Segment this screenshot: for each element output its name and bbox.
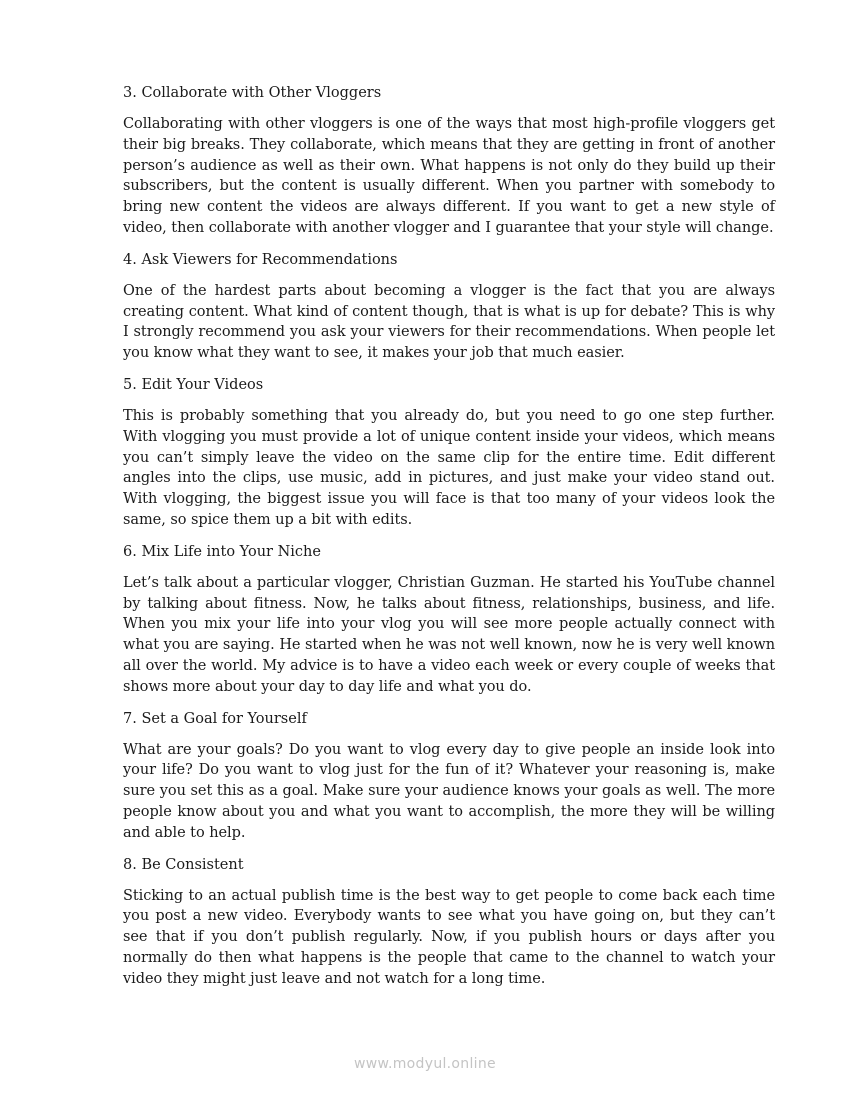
section-heading: 4. Ask Viewers for Recommendations (123, 251, 398, 268)
section-collaborate (123, 83, 775, 239)
section-paragraph: Sticking to an actual publish time is the best way to get people to come back each time you post a new video. Everybody wants to see what you have going on, but they can’t see that if you don’t publish regularly. Now, if you publish hours or days after you normally do then what happens is the people that came to the channel to watch your video they might just leave and not watch for a long time. (123, 887, 775, 987)
section-be-consistent (123, 855, 775, 990)
section-paragraph: Collaborating with other vloggers is one of the ways that most high-profile vloggers get their big breaks. They collaborate, which means that they are getting in front of another person’s audience as well as their own. What happens is not only do they build up their subscribers, but the content is usually different. When you partner with somebody to bring new content the videos are always different. If you want to get a new style of video, then collaborate with another vlogger and I guarantee that your style will change. (123, 116, 775, 236)
section-paragraph: This is probably something that you already do, but you need to go one step further. With vlogging you must provide a lot of unique content inside your videos, which means you can’t simply leave the video on the same clip for the entire time. Edit different angles into the clips, use music, add in pictures, and just make your video stand out. With vlogging, the biggest issue you will face is that too many of your videos look the same, so spice them up a bit with edits. (123, 407, 775, 528)
section-heading: 3. Collaborate with Other Vloggers (123, 85, 382, 101)
section-paragraph: One of the hardest parts about becoming a vlogger is the fact that you are always creating content. What kind of content though, that is what is up for debate? This is why I strongly recommend you ask your viewers for their recommendations. When people let you know what they want to see, it makes your job that much easier. (123, 282, 775, 362)
section-heading: 8. Be Consistent (123, 856, 244, 873)
section-paragraph: Let’s talk about a particular vlogger, Christian Guzman. He started his YouTube channel by talking about fitness. Now, he talks about fitness, relationships, business, and life. When you mix your life into your vlog you will see more people actually connect with what you are saying. He started when he was not well known, now he is very well known all over the world. My advice is to have a video each week or every couple of weeks that shows more about your day to day life and what you do. (123, 574, 775, 695)
section-edit-videos (123, 375, 775, 531)
document-page (123, 83, 775, 1001)
section-paragraph: What are your goals? Do you want to vlog every day to give people an inside look into your life? Do you want to vlog just for the fun of it? Whatever your reasoning is, make sure you set this as a goal. Make sure your audience knows your goals as well. The more people know about you and what you want to accomplish, the more they will be willing and able to help. (123, 741, 775, 841)
section-heading: 6. Mix Life into Your Niche (123, 543, 321, 560)
section-set-goal (123, 709, 775, 844)
section-heading: 5. Edit Your Videos (123, 376, 264, 393)
footer-watermark: www.modyul.online (354, 1056, 496, 1072)
section-ask-viewers (123, 250, 775, 364)
section-heading: 7. Set a Goal for Yourself (123, 710, 307, 727)
section-mix-life (123, 542, 775, 698)
